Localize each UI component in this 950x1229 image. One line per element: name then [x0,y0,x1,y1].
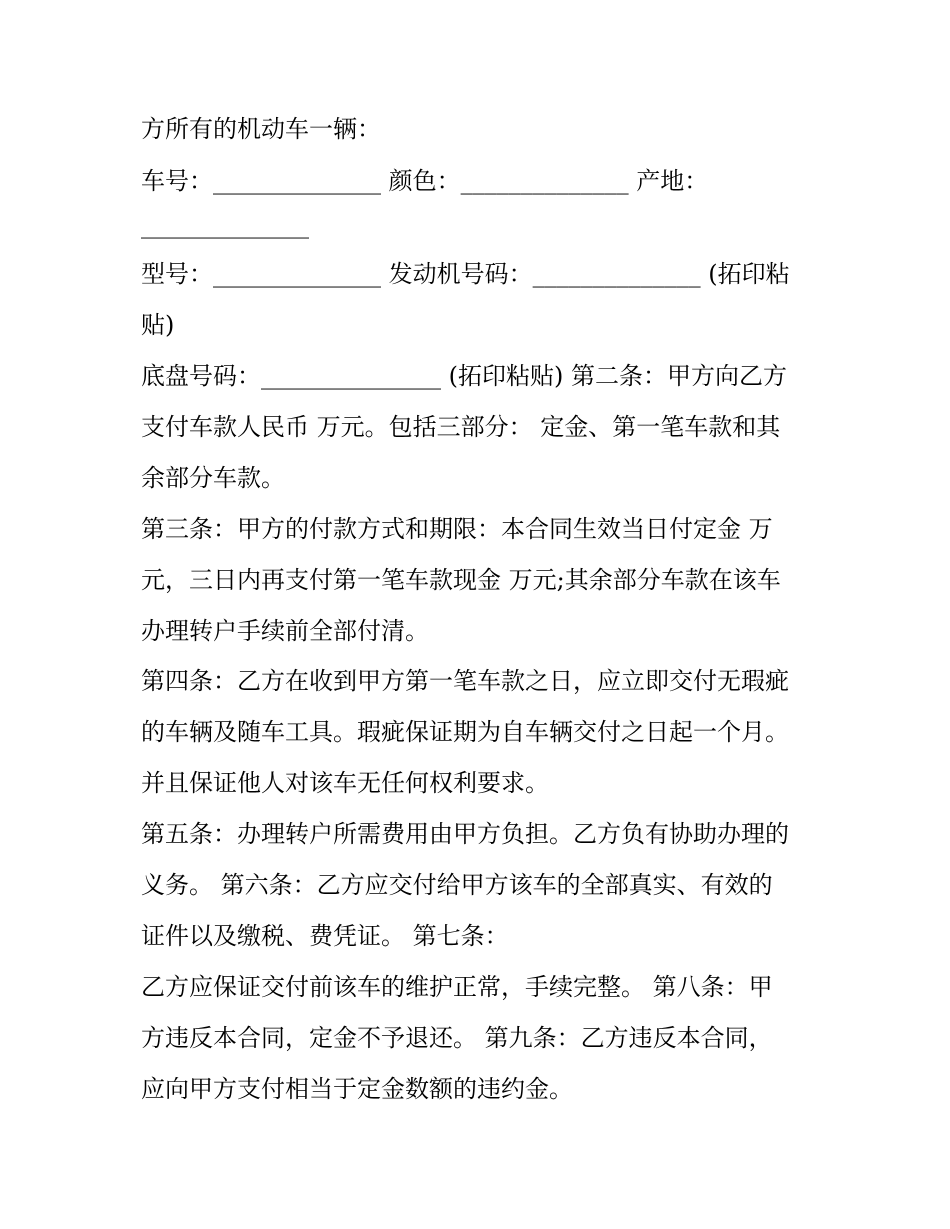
text-line: 方所有的机动车一辆： [141,115,381,143]
text-line: 支付车款人民币 万元。包括三部分： 定金、第一笔车款和其 [141,413,781,441]
text-line: 乙方应保证交付前该车的维护正常，手续完整。 第八条：甲 [141,973,773,1001]
text-line: 底盘号码：_______________ (拓印粘贴) 第二条：甲方向乙方 [141,362,787,390]
text-line: 方违反本合同，定金不予退还。 第九条：乙方违反本合同， [141,1024,773,1052]
text-line: 型号：______________ 发动机号码：______________ (拓印粘 [141,260,790,288]
text-line: 第四条：乙方在收到甲方第一笔车款之日，应立即交付无瑕疵 [141,667,789,695]
text-line: 元，三日内再支付第一笔车款现金 万元;其余部分车款在该车 [141,566,781,594]
text-line: 余部分车款。 [141,464,285,492]
text-line: ______________ [141,211,309,239]
text-line: 证件以及缴税、费凭证。 第七条： [141,922,509,950]
text-line: 并且保证他人对该车无任何权利要求。 [141,769,549,797]
text-line: 办理转户手续前全部付清。 [141,617,429,645]
text-line: 义务。 第六条：乙方应交付给甲方该车的全部真实、有效的 [141,871,773,899]
text-line: 应向甲方支付相当于定金数额的违约金。 [141,1075,573,1103]
text-line: 的车辆及随车工具。瑕疵保证期为自车辆交付之日起一个月。 [141,718,789,746]
text-line: 贴) [141,311,175,339]
text-line: 车号：______________ 颜色：______________ 产地： [141,167,709,195]
text-line: 第三条：甲方的付款方式和期限：本合同生效当日付定金 万 [141,515,773,543]
text-line: 第五条：办理转户所需费用由甲方负担。乙方负有协助办理的 [141,820,789,848]
